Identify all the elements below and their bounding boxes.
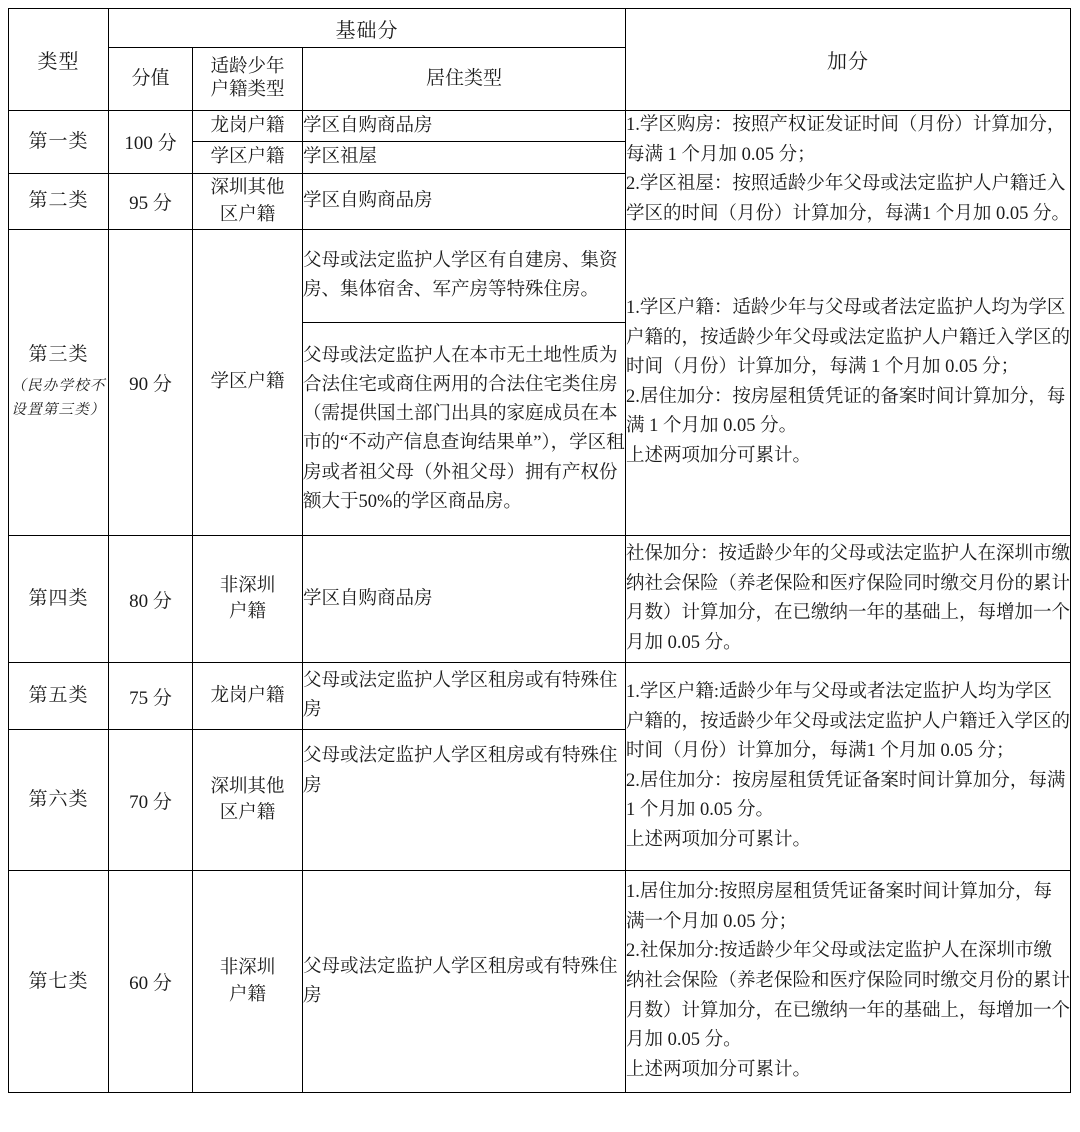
type-cell (9, 663, 109, 730)
table-row (9, 230, 1071, 323)
bonus-line: 2.社保加分:按适龄少年父母或法定监护人在深圳市缴纳社会保险（养老保险和医疗保险同时缴交月份的累计月数）计算加分，在已缴纳一年的基础上，每增加一个月加 0.05 分。 (626, 941, 1071, 1051)
table-row (9, 536, 1071, 663)
type-label: 第二类 (28, 190, 89, 212)
header-residence-type: 居住类型 (303, 48, 626, 111)
type-note: （民办学校不设置第三类） (11, 377, 106, 419)
residence-cell: 父母或法定监护人学区租房或有特殊住房 (303, 663, 626, 730)
bonus-cell (626, 536, 1071, 663)
header-hukou-line1: 适龄少年 (210, 56, 285, 77)
score-cell: 90 分 (109, 230, 193, 536)
score-cell: 95 分 (109, 173, 193, 230)
bonus-line: 2.学区祖屋：按照适龄少年父母或法定监护人户籍迁入学区的时间（月份）计算加分，每满1 个月加 0.05 分。 (626, 174, 1071, 224)
bonus-line: 上述两项加分可累计。 (626, 1059, 812, 1080)
bonus-line: 1.学区户籍：适龄少年与父母或者法定监护人均为学区户籍的，按适龄少年父母或法定监护人户籍迁入学区的时间（月份）计算加分，每满 1 个月加 0.05 分； (626, 298, 1071, 378)
hukou-cell: 龙岗户籍 (193, 111, 303, 142)
type-cell (9, 173, 109, 230)
type-cell (9, 536, 109, 663)
type-label: 第一类 (28, 130, 89, 152)
header-hukou-type (193, 48, 303, 111)
score-cell: 100 分 (109, 111, 193, 174)
score-cell: 80 分 (109, 536, 193, 663)
header-score: 分值 (109, 48, 193, 111)
type-cell (9, 871, 109, 1093)
score-cell: 60 分 (109, 871, 193, 1093)
admission-score-table (8, 8, 1071, 1093)
table-header-row-1 (9, 9, 1071, 48)
bonus-line: 1.居住加分:按照房屋租赁凭证备案时间计算加分，每满一个月加 0.05 分； (626, 882, 1053, 932)
bonus-cell (626, 871, 1071, 1093)
bonus-line: 1.学区购房：按照产权证发证时间（月份）计算加分，每满 1 个月加 0.05 分； (626, 115, 1066, 165)
bonus-cell (626, 230, 1071, 536)
hukou-cell: 非深圳 户籍 (193, 871, 303, 1093)
type-cell (9, 230, 109, 536)
bonus-cell (626, 663, 1071, 871)
score-cell: 70 分 (109, 730, 193, 871)
table-row (9, 663, 1071, 730)
residence-cell: 父母或法定监护人学区租房或有特殊住房 (303, 871, 626, 1093)
header-base-score-group: 基础分 (109, 9, 626, 48)
residence-cell: 父母或法定监护人学区租房或有特殊住房 (303, 730, 626, 871)
residence-cell: 学区自购商品房 (303, 173, 626, 230)
score-cell: 75 分 (109, 663, 193, 730)
hukou-cell: 非深圳 户籍 (193, 536, 303, 663)
residence-cell: 学区自购商品房 (303, 536, 626, 663)
hukou-cell: 学区户籍 (193, 142, 303, 173)
bonus-cell (626, 111, 1071, 230)
bonus-line: 1.学区户籍:适龄少年与父母或者法定监护人均为学区户籍的，按适龄少年父母或法定监护人户籍迁入学区的时间（月份）计算加分，每满1 个月加 0.05 分； (626, 682, 1071, 762)
hukou-cell: 学区户籍 (193, 230, 303, 536)
type-cell (9, 730, 109, 871)
hukou-cell: 龙岗户籍 (193, 663, 303, 730)
bonus-line: 上述两项加分可累计。 (626, 446, 812, 467)
residence-cell: 父母或法定监护人学区有自建房、集资房、集体宿舍、军产房等特殊住房。 (303, 230, 626, 323)
residence-cell: 学区自购商品房 (303, 111, 626, 142)
type-label: 第三类 (28, 343, 89, 365)
residence-cell: 学区祖屋 (303, 142, 626, 173)
type-label: 第六类 (28, 789, 89, 811)
type-label: 第七类 (28, 970, 89, 992)
hukou-cell: 深圳其他 区户籍 (193, 173, 303, 230)
bonus-line: 社保加分：按适龄少年的父母或法定监护人在深圳市缴纳社会保险（养老保险和医疗保险同时缴交月份的累计月数）计算加分，在已缴纳一年的基础上，每增加一个月加 0.05 分。 (626, 544, 1071, 653)
hukou-cell: 深圳其他 区户籍 (193, 730, 303, 871)
header-bonus: 加分 (626, 9, 1071, 111)
bonus-line: 2.居住加分：按房屋租赁凭证备案时间计算加分，每满 1 个月加 0.05 分。 (626, 770, 1066, 821)
table-row (9, 871, 1071, 1093)
residence-cell: 父母或法定监护人在本市无土地性质为合法住宅或商住两用的合法住宅类住房（需提供国土部门出具的家庭成员在本市的“不动产信息查询结果单”），学区租房或者祖父母（外祖父母）拥有产权份额大于50%的学区商品房。 (303, 323, 626, 536)
header-type: 类型 (9, 9, 109, 111)
type-label: 第四类 (28, 588, 89, 610)
bonus-line: 上述两项加分可累计。 (626, 830, 812, 851)
table-row (9, 111, 1071, 142)
bonus-line: 2.居住加分：按房屋租赁凭证的备案时间计算加分，每满 1 个月加 0.05 分。 (626, 386, 1066, 437)
header-hukou-line2: 户籍类型 (210, 80, 285, 100)
type-label: 第五类 (28, 685, 89, 707)
type-cell (9, 111, 109, 174)
